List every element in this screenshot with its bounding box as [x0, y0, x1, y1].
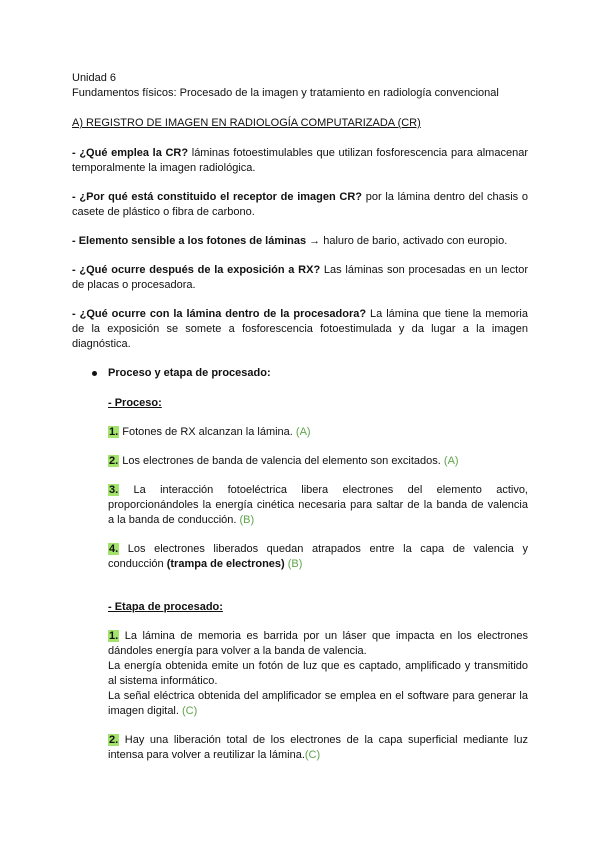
etapa-step-1-line-2: dándoles energía para volver a la banda de valencia.: [108, 645, 367, 657]
proceso-step-3-line-3: a la banda de conducción. (B): [108, 514, 255, 526]
step-number: 3.: [109, 484, 119, 496]
qa-5-line-1: - ¿Qué ocurre con la lámina dentro de la procesadora? La lámina que tiene la memoria: [72, 308, 528, 320]
etapa-step-1-line-1: 1. La lámina de memoria es barrida por un láser que impacta en los electrones: [109, 630, 528, 642]
qa-4-line-2: de placas o procesadora.: [72, 279, 196, 291]
qa-1-line-1: - ¿Qué emplea la CR? láminas fotoestimulables que utilizan fosforescencia para almacenar: [72, 147, 528, 159]
bullet-icon: [92, 371, 97, 376]
proceso-step-4-line-1: 4. Los electrones liberados quedan atrapados entre la capa de valencia y: [109, 543, 528, 555]
section-title: A) REGISTRO DE IMAGEN EN RADIOLOGÍA COMPUTARIZADA (CR): [72, 117, 421, 129]
etapa-step-1-line-3: La energía obtenida emite un fotón de luz que es captado, amplificado y transmitido: [108, 660, 528, 672]
qa-5-line-3: diagnóstica.: [72, 338, 131, 350]
trampa-bold: (trampa de electrones): [166, 558, 285, 570]
proceso-step-2: 2. Los electrones de banda de valencia del elemento son excitados. (A): [109, 455, 459, 467]
step-tag: (C): [304, 749, 321, 761]
step-number: 2.: [109, 734, 119, 746]
etapa-heading: - Etapa de procesado:: [108, 601, 223, 613]
step-tag: (B): [239, 514, 255, 526]
proceso-step-4-line-2: conducción (trampa de electrones) (B): [108, 558, 303, 570]
qa-4-line-1: - ¿Qué ocurre después de la exposición a RX? Las láminas son procesadas en un lector: [72, 264, 528, 276]
step-tag: (A): [295, 426, 311, 438]
qa-1-question: - ¿Qué emplea la CR?: [72, 147, 189, 159]
etapa-step-2-line-1: 2. Hay una liberación total de los electrones de la capa superficial mediante luz: [109, 734, 528, 746]
qa-3-question: - Elemento sensible a los fotones de láminas: [72, 235, 307, 247]
step-number: 2.: [109, 455, 119, 467]
step-tag: (B): [284, 558, 303, 570]
qa-3-line-1: - Elemento sensible a los fotones de láminas → haluro de bario, activado con europio.: [72, 235, 508, 247]
step-number: 4.: [109, 543, 119, 555]
step-number: 1.: [109, 426, 119, 438]
qa-1-line-2: temporalmente la imagen radiológica.: [72, 162, 256, 174]
etapa-step-1-line-4: al sistema informático.: [108, 675, 218, 687]
unit-label: Unidad 6: [72, 72, 117, 84]
qa-4-question: - ¿Qué ocurre después de la exposición a RX?: [72, 264, 321, 276]
proceso-heading: - Proceso:: [108, 397, 162, 409]
proceso-step-3-line-2: proporcionándoles la energía cinética necesaria para saltar de la banda de valencia: [108, 499, 528, 511]
bullet-heading: Proceso y etapa de procesado:: [108, 367, 271, 379]
etapa-step-1-line-6: imagen digital. (C): [108, 705, 198, 717]
proceso-step-3-line-1: 3. La interacción fotoeléctrica libera electrones del elemento activo,: [109, 484, 528, 496]
document-subtitle: Fundamentos físicos: Procesado de la imagen y tratamiento en radiología convencional: [72, 87, 499, 99]
step-number: 1.: [109, 630, 119, 642]
step-tag: (C): [182, 705, 198, 717]
qa-2-question: - ¿Por qué está constituido el receptor de imagen CR?: [72, 191, 363, 203]
qa-5-question: - ¿Qué ocurre con la lámina dentro de la procesadora?: [72, 308, 367, 320]
qa-2-line-1: - ¿Por qué está constituido el receptor de imagen CR? por la lámina dentro del chasis o: [72, 191, 528, 203]
etapa-step-1-line-5: La señal eléctrica obtenida del amplificador se emplea en el software para generar la: [108, 690, 528, 702]
proceso-step-1: 1. Fotones de RX alcanzan la lámina. (A): [109, 426, 311, 438]
etapa-step-2-line-2: intensa para volver a reutilizar la lámina.(C): [108, 749, 321, 761]
qa-2-line-2: casete de plástico o fibra de carbono.: [72, 206, 255, 218]
qa-5-line-2: de la exposición se somete a fosforescencia fotoestimulada y da lugar a la imagen: [72, 323, 528, 335]
step-tag: (A): [443, 455, 459, 467]
